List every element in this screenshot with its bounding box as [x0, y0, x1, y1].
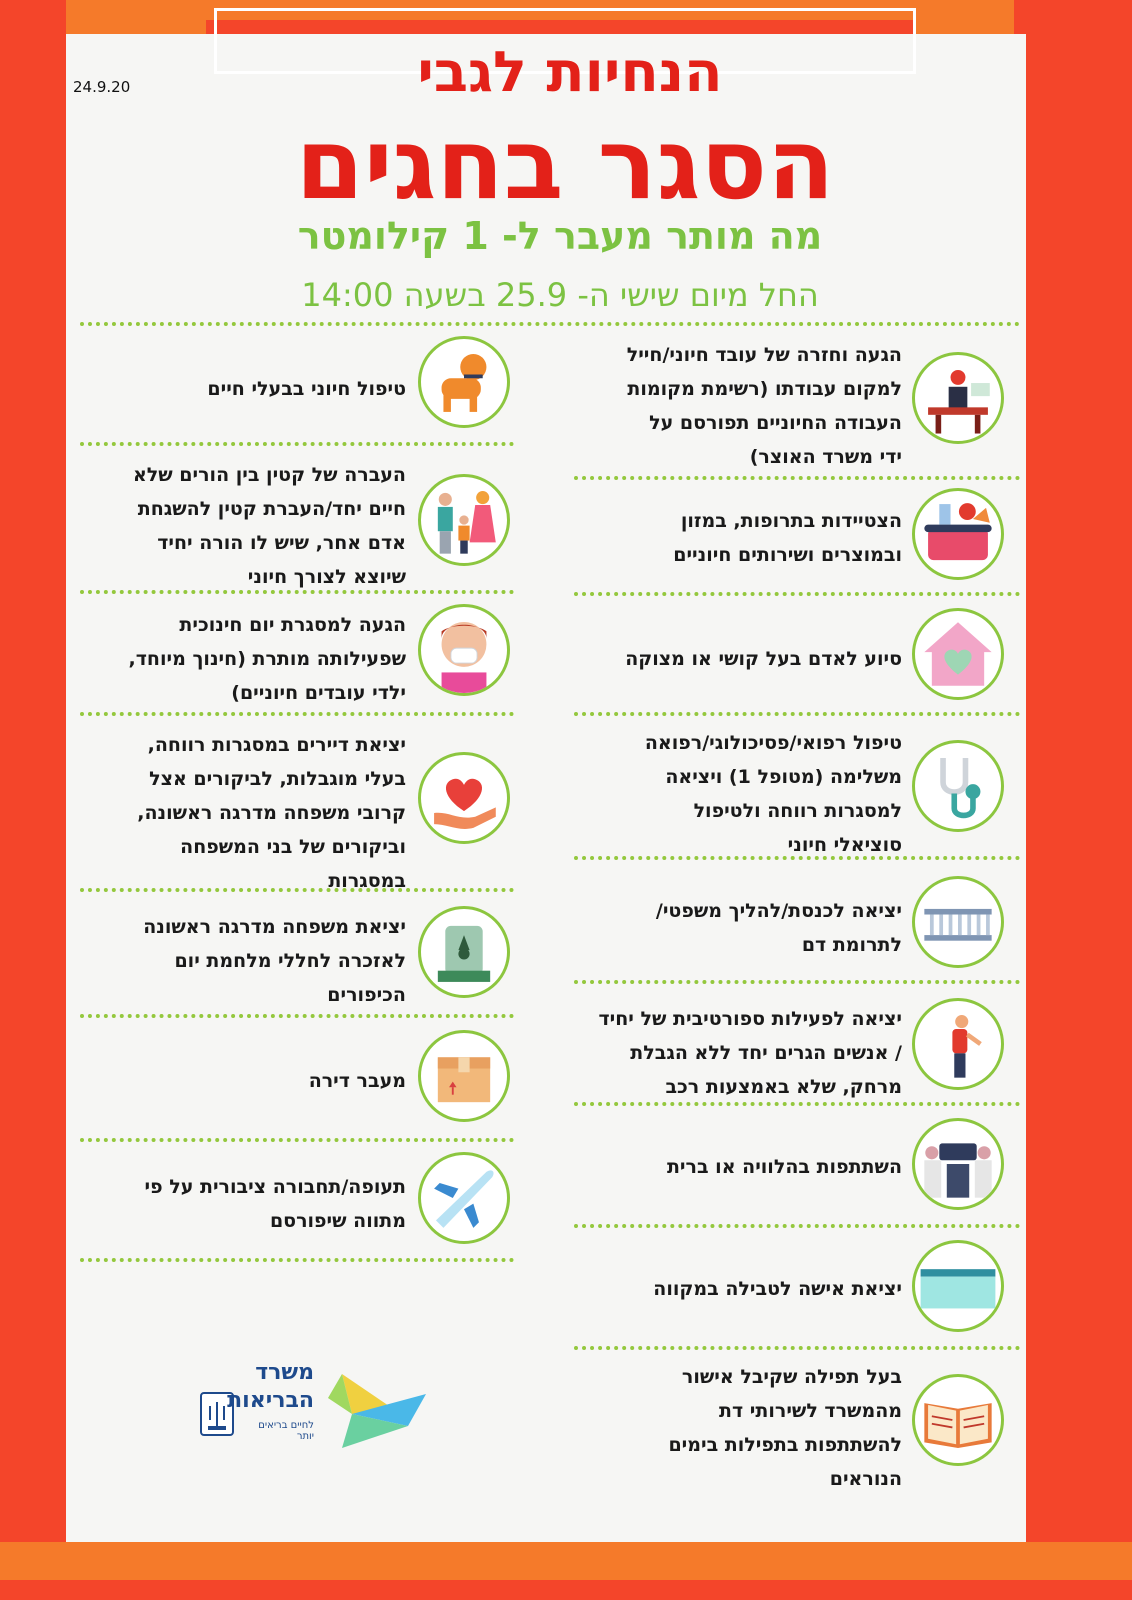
logo-tagline: לחיים בריאים יותר	[258, 1420, 314, 1442]
separator	[80, 1258, 514, 1262]
item-line: סיוע לאדם בעל קושי או מצוקה	[625, 648, 902, 670]
separator	[574, 1224, 1020, 1228]
list-item	[80, 372, 406, 406]
date-label: 24.9.20	[73, 78, 131, 96]
title-line-1: הנחיות לגבי	[417, 40, 723, 105]
item-line: ילדי עובדים חיוניים)	[231, 682, 406, 704]
item-line: בעל תפילה שקיבל אישור	[681, 1366, 902, 1388]
subtitle: מה מותר מעבר ל- 1 קילומטר	[297, 214, 823, 258]
list-item	[574, 1150, 902, 1184]
logo-text: הבריאות	[227, 1388, 314, 1413]
item-line: למסגרות רווחה ולטיפול	[693, 800, 902, 822]
item-line: לאזכרה לחללי מלחמת יום	[174, 950, 406, 972]
item-line: טיפול רפואי/פסיכולוגי/רפואה	[644, 732, 902, 754]
item-line: הגעה למסגרת יום חינוכית	[179, 614, 406, 636]
list-item	[574, 642, 902, 676]
item-line: תעופה/תחבורה ציבורית על פי	[144, 1176, 406, 1198]
list-item	[80, 1064, 406, 1098]
item-line: שפעילותה מותרת (חינוך מיוחד,	[128, 648, 406, 670]
item-line: קרובי משפחה מדרגה ראשונה,	[137, 802, 406, 824]
list-item	[80, 608, 406, 710]
separator	[574, 1346, 1020, 1350]
item-line: יציאה לפעילות ספורטיבית של יחיד	[598, 1008, 902, 1030]
item-line: אדם אחר, שיש לו הורה יחיד	[157, 532, 406, 554]
memorial-icon	[418, 906, 510, 998]
separator	[80, 712, 514, 716]
item-line: מרחק, שלא באמצעות רכב	[665, 1076, 902, 1098]
mikveh-water-icon	[912, 1240, 1004, 1332]
list-item	[80, 458, 406, 594]
item-line: למקום עבודתו (רשימת מקומות	[627, 378, 902, 400]
list-item	[574, 1360, 902, 1496]
heart-house-icon	[912, 608, 1004, 700]
item-line: להשתתפות בתפילות בימים	[668, 1434, 902, 1456]
separator	[574, 712, 1020, 716]
list-item	[80, 910, 406, 1012]
airplane-icon	[418, 1152, 510, 1244]
separator	[574, 592, 1020, 596]
logo-text: משרד	[255, 1360, 314, 1385]
funeral-icon	[912, 1118, 1004, 1210]
list-item	[574, 1272, 902, 1306]
item-line: יציאה לכנסת/להליך משפטי/	[655, 900, 902, 922]
office-worker-icon	[912, 352, 1004, 444]
child-mask-icon	[418, 604, 510, 696]
list-item	[80, 1170, 406, 1238]
item-line: השתתפות בהלוויה או ברית	[666, 1156, 902, 1178]
family-icon	[418, 474, 510, 566]
item-line: הכיפורים	[327, 984, 406, 1006]
moving-box-icon	[418, 1030, 510, 1122]
dog-icon	[418, 336, 510, 428]
separator	[574, 980, 1020, 984]
item-line: מעבר דירה	[308, 1070, 406, 1092]
item-line: הצטיידות בתרופות, במזון	[680, 510, 902, 532]
list-item	[574, 338, 902, 474]
bottom-band	[0, 1580, 1132, 1600]
item-line: שיוצא לצורך חיוני	[247, 566, 406, 588]
item-line: ידי משרד האוצר)	[749, 446, 902, 468]
border-stripe	[1014, 0, 1132, 1600]
stethoscope-icon	[912, 740, 1004, 832]
separator	[80, 322, 1020, 326]
runner-icon	[912, 998, 1004, 1090]
item-line: ובמוצרים ושירותים חיוניים	[673, 544, 902, 566]
item-line: מתווה שיפורסם	[269, 1210, 406, 1232]
item-line: יציאת משפחה מדרגה ראשונה	[143, 916, 406, 938]
prayer-book-icon	[912, 1374, 1004, 1466]
item-line: בעלי מוגבלות, לביקורים אצל	[149, 768, 406, 790]
separator	[80, 442, 514, 446]
shopping-basket-icon	[912, 488, 1004, 580]
item-line: הגעה וחזרה של עובד חיוני/חייל	[626, 344, 902, 366]
item-line: / אנשים הגרים יחד ללא הגבלת	[630, 1042, 902, 1064]
item-line: במסגרות	[328, 870, 406, 892]
list-item	[574, 504, 902, 572]
item-line: העברה של קטין בין הורים שלא	[132, 464, 406, 486]
start-date-line: החל מיום שישי ה- 25.9 בשעה 14:00	[301, 276, 819, 314]
item-line: חיים יחד/העברת קטין להשגחת	[137, 498, 406, 520]
item-line: יציאת דיירים במסגרות רווחה,	[147, 734, 406, 756]
courthouse-icon	[912, 876, 1004, 968]
separator	[80, 1014, 514, 1018]
list-item	[574, 894, 902, 962]
item-line: טיפול חיוני בבעלי חיים	[207, 378, 406, 400]
item-line: סוציאלי חיוני	[787, 834, 902, 856]
list-item	[80, 728, 406, 898]
item-line: משלימה (מטופל 1) ויציאה	[665, 766, 902, 788]
item-line: וביקורים של בני המשפחה	[180, 836, 406, 858]
separator	[80, 1138, 514, 1142]
item-line: הנוראים	[829, 1468, 902, 1490]
border-stripe	[0, 0, 66, 1600]
ministry-logo-icon	[322, 1368, 432, 1452]
heart-hand-icon	[418, 752, 510, 844]
list-item	[574, 1002, 902, 1104]
page-title: הסגר בחגים	[295, 108, 835, 222]
item-line: מהמשרד לשירותי דת	[719, 1400, 902, 1422]
list-item	[574, 726, 902, 862]
separator	[574, 476, 1020, 480]
item-line: יציאת אישה לטבילה במקווה	[653, 1278, 902, 1300]
item-line: העבודה החיוניים תפורסם על	[649, 412, 902, 434]
item-line: לתרומת דם	[801, 934, 902, 956]
